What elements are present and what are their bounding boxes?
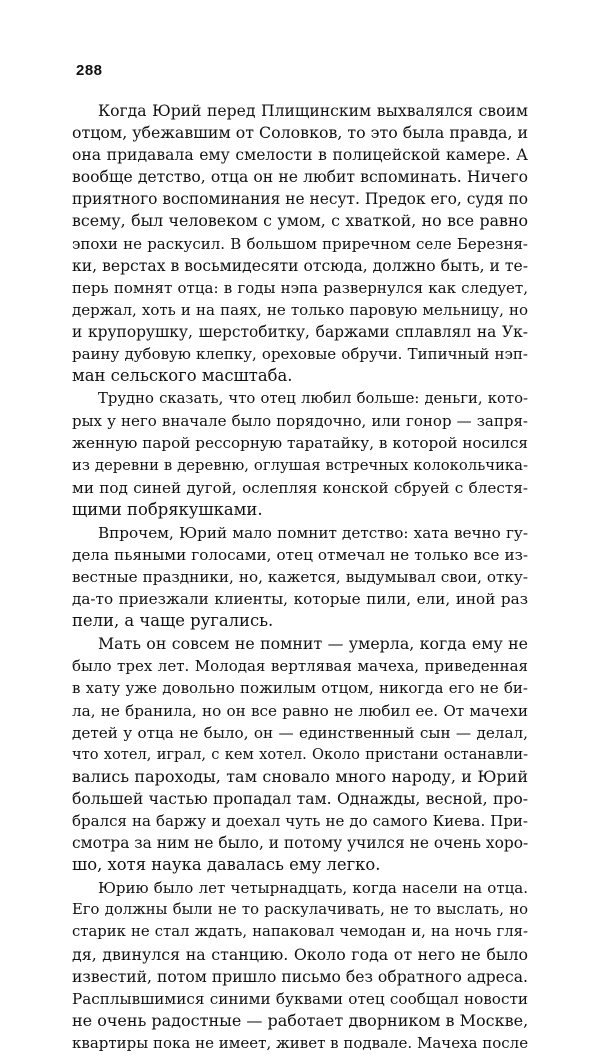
text-line: и крупорушку, шерстобитку, баржами сплавлял на Ук- — [72, 322, 528, 341]
text-line: детей у отца не было, он — единственный сын — делал, — [72, 723, 528, 742]
text-line: дя, двинулся на станцию. Около года от него не было — [72, 944, 528, 964]
text-line: квартиры пока не имеет, живет в подвале. Мачеха после — [72, 1033, 529, 1052]
text-line: пели, а чаще ругались. — [72, 611, 274, 631]
text-line: из деревни в деревню, оглушая встречных колокольчика- — [72, 456, 528, 474]
text-line: шо, хотя наука давалась ему легко. — [72, 855, 381, 875]
text-line: старик не стал ждать, напаковал чемодан и, на ночь гля- — [72, 923, 528, 941]
text-line: она придавала ему смелости в полицейской камере. А — [72, 146, 528, 165]
text-line: дела пьяными голосами, отец отмечал не только все из- — [72, 545, 528, 564]
text-line: смотра за ним не было, и потому учился не очень хоро- — [72, 834, 529, 853]
text-line: вообще детство, отца он не любит вспоминать. Ничего — [72, 168, 528, 187]
text-line: эпохи не раскусил. В большом приречном селе Березня- — [72, 234, 528, 253]
text-line: Юрию было лет четырнадцать, когда насели на отца. — [98, 879, 528, 898]
text-line: Его должны были не то раскулачивать, не то выслать, но — [72, 901, 528, 919]
text-line: женную парой рессорную таратайку, в которой носился — [72, 434, 528, 453]
text-line: что хотел, играл, с кем хотел. Около пристани останавли- — [72, 745, 528, 763]
text-line: рых у него вначале было порядочно, или гонор — запря- — [72, 412, 528, 431]
paragraph — [72, 522, 528, 632]
body-text — [72, 100, 528, 1054]
paragraph — [72, 100, 528, 387]
text-line: всему, был человеком с умом, с хваткой, но все равно — [72, 211, 528, 231]
text-line: Впрочем, Юрий мало помнит детство: хата вечно гу- — [98, 523, 528, 542]
text-line: большей частью пропадал там. Однажды, весной, про- — [72, 789, 528, 808]
text-line: держал, хоть и на паях, не только паровую мельницу, но — [72, 300, 528, 319]
text-line: вестные праздники, но, кажется, выдумывал свои, отку- — [72, 567, 528, 586]
text-line: да-то приезжали клиенты, которые пили, ели, иной раз — [72, 590, 528, 609]
text-line: перь помнят отца: в годы нэпа развернулся как следует, — [72, 278, 528, 297]
paragraph — [72, 633, 528, 876]
text-line: известий, потом пришло письмо без обратного адреса. — [72, 967, 529, 986]
text-line: ла, не бранила, но он все равно не любил ее. От мачехи — [72, 701, 528, 720]
text-line: было трех лет. Молодая вертлявая мачеха, приведенная — [72, 657, 528, 676]
text-line: отцом, убежавшим от Соловков, то это была правда, и — [72, 123, 529, 143]
text-line: ки, верстах в восьмидесяти отсюда, должно быть, и те- — [72, 256, 528, 275]
text-line: Когда Юрий перед Плищинским выхвалялся своим — [98, 102, 528, 120]
text-line: в хату уже довольно пожилым отцом, никогда его не би- — [72, 679, 528, 698]
text-line: ми под синей дугой, ослепляя конской сбруей с блестя- — [72, 478, 528, 497]
text-line: раину дубовую клепку, ореховые обручи. Типичный нэп- — [72, 345, 528, 364]
text-line: Расплывшимися синими буквами отец сообщал новости — [72, 989, 528, 1008]
text-line: приятного воспоминания не несут. Предок его, судя по — [72, 190, 528, 209]
text-line: щими побрякушками. — [72, 499, 263, 519]
text-line: вались пароходы, там сновало много народу, и Юрий — [72, 766, 528, 786]
text-line: ман сельского масштаба. — [72, 366, 293, 386]
text-line: не очень радостные — работает дворником в Москве, — [72, 1010, 529, 1030]
text-line: брался на баржу и доехал чуть не до самого Киева. При- — [72, 812, 528, 830]
page-number: 288 — [76, 62, 103, 79]
paragraph — [72, 877, 528, 1054]
paragraph — [72, 388, 528, 521]
text-line: Трудно сказать, что отец любил больше: деньги, кото- — [98, 390, 528, 408]
text-line: Мать он совсем не помнит — умерла, когда ему не — [98, 634, 528, 654]
